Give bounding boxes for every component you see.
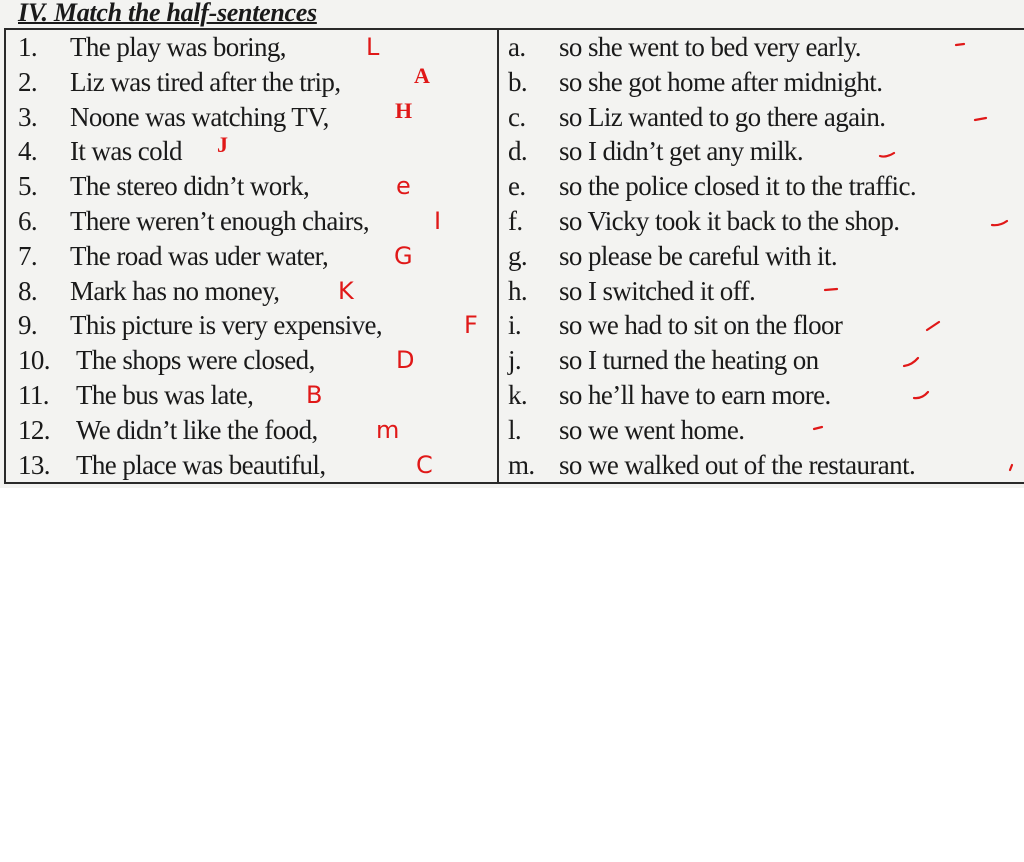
item-letter: a. (508, 32, 526, 62)
handwritten-answer: L (366, 33, 380, 61)
item-letter: m. (508, 449, 535, 480)
item-letter: e. (508, 171, 526, 202)
exercise-heading: IV. Match the half-sentences (18, 0, 317, 27)
check-dash-icon (912, 378, 932, 413)
half-sentence-ending: so the police closed it to the traffic. (559, 171, 916, 202)
item-letter: l. (508, 414, 522, 445)
handwritten-answer: C (416, 450, 433, 479)
handwritten-answer: B (306, 380, 323, 409)
item-number: 5. (18, 171, 38, 202)
half-sentence: The shops were closed, (76, 345, 315, 376)
left-column (12, 30, 494, 482)
half-sentence: The play was boring, (70, 32, 286, 62)
item-number: 6. (18, 205, 38, 236)
handwritten-answer: D (396, 346, 415, 375)
half-sentence: There weren’t enough chairs, (70, 205, 370, 236)
handwritten-answer: J (217, 132, 228, 158)
right-row-b (504, 65, 1024, 100)
right-row-i (504, 308, 1024, 343)
right-row-g (504, 239, 1024, 274)
check-dash-icon (878, 134, 898, 169)
left-row-2 (12, 62, 494, 100)
handwritten-answer: F (464, 311, 478, 340)
item-number: 2. (18, 66, 38, 97)
half-sentence: It was cold (70, 136, 182, 167)
half-sentence: Mark has no money, (70, 275, 280, 306)
item-number: 9. (18, 310, 38, 341)
check-dash-icon (810, 413, 830, 448)
half-sentence-ending: so Liz wanted to go there again. (559, 101, 886, 132)
half-sentence-ending: so she went to bed very early. (559, 32, 861, 62)
left-row-7 (12, 239, 494, 274)
left-row-13 (12, 448, 494, 483)
half-sentence-ending: so I didn’t get any milk. (559, 136, 803, 167)
handwritten-answer: K (338, 276, 354, 305)
check-dash-icon (1004, 448, 1024, 483)
half-sentence-ending: so please be careful with it. (559, 240, 837, 271)
left-row-10 (12, 343, 494, 378)
left-row-4 (12, 134, 494, 169)
item-letter: g. (508, 240, 528, 271)
item-letter: b. (508, 66, 528, 97)
check-dash-icon (972, 100, 992, 135)
check-dash-icon (952, 30, 972, 65)
half-sentence-ending: so I turned the heating on (559, 345, 819, 376)
item-number: 3. (18, 101, 38, 132)
handwritten-answer: H (395, 97, 413, 123)
half-sentence: The stereo didn’t work, (70, 171, 310, 202)
check-dash-icon (990, 204, 1010, 239)
check-dash-icon (822, 274, 842, 309)
check-dash-icon (924, 308, 944, 343)
half-sentence: The bus was late, (76, 379, 254, 410)
handwritten-answer: m (376, 415, 400, 444)
handwritten-answer: I (434, 206, 442, 235)
item-letter: f. (508, 205, 523, 236)
item-number: 4. (18, 136, 38, 167)
half-sentence: The road was uder water, (70, 240, 329, 271)
handwritten-answer: A (414, 62, 430, 88)
half-sentence: Noone was watching TV, (70, 101, 329, 132)
half-sentence-ending: so we had to sit on the floor (559, 310, 843, 341)
right-row-a (504, 30, 1024, 65)
left-row-12 (12, 413, 494, 448)
left-row-5 (12, 169, 494, 204)
right-row-f (504, 204, 1024, 239)
right-row-j (504, 343, 1024, 378)
half-sentence-ending: so he’ll have to earn more. (559, 379, 831, 410)
item-number: 13. (18, 449, 50, 480)
item-number: 8. (18, 275, 38, 306)
left-row-6 (12, 204, 494, 239)
right-row-d (504, 134, 1024, 169)
item-number: 7. (18, 240, 38, 271)
right-row-m (504, 448, 1024, 483)
check-dash-icon (902, 343, 922, 378)
column-divider (497, 28, 499, 484)
right-row-c (504, 100, 1024, 135)
right-row-k (504, 378, 1024, 413)
left-row-11 (12, 378, 494, 413)
item-number: 12. (18, 414, 50, 445)
half-sentence-ending: so we went home. (559, 414, 745, 445)
half-sentence-ending: so we walked out of the restaurant. (559, 449, 916, 480)
half-sentence-ending: so I switched it off. (559, 275, 756, 306)
left-row-8 (12, 274, 494, 309)
right-row-l (504, 413, 1024, 448)
handwritten-answer: e (396, 172, 411, 201)
right-row-h (504, 274, 1024, 309)
half-sentence: This picture is very expensive, (70, 310, 383, 341)
right-column (504, 30, 1024, 482)
item-letter: c. (508, 101, 526, 132)
item-letter: h. (508, 275, 528, 306)
item-letter: i. (508, 310, 522, 341)
left-row-3 (12, 97, 494, 135)
half-sentence-ending: so she got home after midnight. (559, 66, 883, 97)
item-letter: j. (508, 345, 522, 376)
half-sentence: Liz was tired after the trip, (70, 66, 341, 97)
half-sentence-ending: so Vicky took it back to the shop. (559, 205, 900, 236)
handwritten-answer: G (394, 241, 413, 270)
half-sentence: The place was beautiful, (76, 449, 326, 480)
half-sentence: We didn’t like the food, (76, 414, 318, 445)
item-number: 1. (18, 32, 38, 62)
item-number: 11. (18, 379, 49, 410)
item-letter: k. (508, 379, 528, 410)
left-row-9 (12, 308, 494, 343)
item-letter: d. (508, 136, 528, 167)
right-row-e (504, 169, 1024, 204)
item-number: 10. (18, 345, 50, 376)
